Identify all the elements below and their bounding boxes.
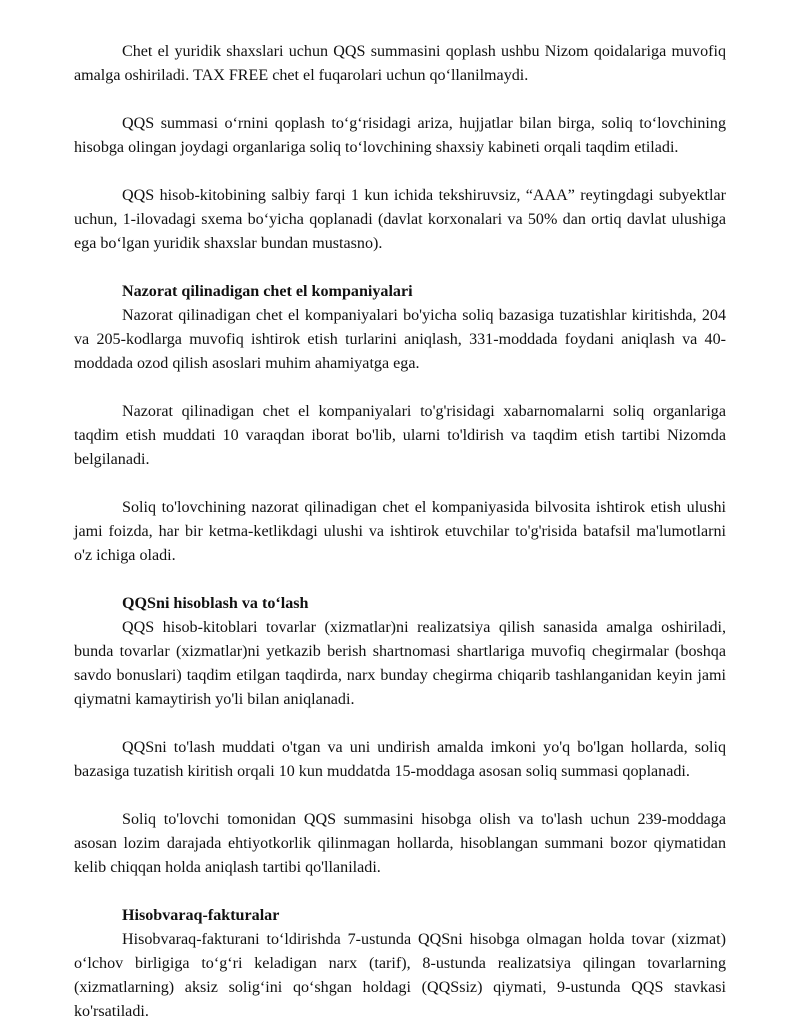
paragraph-notification-deadline: Nazorat qilinadigan chet el kompaniyalari to'g'risidagi xabarnomalarni soliq organlariga taqdim etish muddati 10 varaqdan iborat bo'lib, ularni to'ldirish va taqdim etish tartibi Nizomda belgilanadi. bbox=[74, 403, 726, 468]
paragraph-invoice-columns: Hisobvaraq-fakturani to‘ldirishda 7-ustunda QQSni hisobga olmagan holda tovar (xizmat) o‘lchov birligiga to‘g‘ri keladigan narx (tarif), 8-ustunda realizatsiya qilingan tovarlarning (xizmatlarning) aksiz solig‘ini qo‘shgan holdagi (QQSsiz) qiymati, 9-ustunda QQS stavkasi ko'rsatiladi. bbox=[74, 931, 726, 1020]
heading-vat-calculation-payment: QQSni hisoblash va to‘lash bbox=[122, 595, 309, 612]
paragraph-due-diligence: Soliq to'lovchi tomonidan QQS summasini hisobga olish va to'lash uchun 239-moddaga asosan lozim darajada ehtiyotkorlik qilinmagan hollarda, hisoblangan summani bozor qiymatidan kelib chiqqan holda aniqlash tartibi qo'llaniladi. bbox=[74, 811, 726, 876]
paragraph-refund-application: QQS summasi o‘rnini qoplash to‘g‘risidagi ariza, hujjatlar bilan birga, soliq to‘lovchining hisobga olingan joydagi organlariga soliq to‘lovchining shaxsiy kabineti orqali taqdim etiladi. bbox=[74, 115, 726, 156]
paragraph-vat-refund-foreign-entities: Chet el yuridik shaxslari uchun QQS summasini qoplash ushbu Nizom qoidalariga muvofiq amalga oshiriladi. TAX FREE chet el fuqarolari uchun qo‘llanilmaydi. bbox=[74, 43, 726, 84]
paragraph-indirect-participation: Soliq to'lovchining nazorat qilinadigan chet el kompaniyasida bilvosita ishtirok etish ulushi jami foizda, har bir ketma-ketlikdagi ulushi va ishtirok etuvchilar to'g'risida batafsil ma'lumotlarni o'z ichiga oladi. bbox=[74, 499, 726, 564]
paragraph-vat-calculation-date: QQS hisob-kitoblari tovarlar (xizmatlar)ni realizatsiya qilish sanasida amalga oshiriladi, bunda tovarlar (xizmatlar)ni yetkazib berish shartnomasi shartlariga muvofiq chegirmalar (boshqa savdo bonuslari) taqdim etilgan taqdirda, narx bunday chegirma chiqarib tashlanganidan keyin jami qiymatni kamaytirish yo'li bilan aniqlanadi. bbox=[74, 619, 726, 708]
heading-controlled-foreign-companies: Nazorat qilinadigan chet el kompaniyalari bbox=[122, 283, 413, 300]
paragraph-overdue-payment: QQSni to'lash muddati o'tgan va uni undirish amalda imkoni yo'q bo'lgan hollarda, soliq bazasiga tuzatish kiritish orqali 10 kun muddatda 15-moddaga asosan soliq summasi qoplanadi. bbox=[74, 739, 726, 780]
paragraph-tax-base-adjustments: Nazorat qilinadigan chet el kompaniyalari bo'yicha soliq bazasiga tuzatishlar kiritishda, 204 va 205-kodlarga muvofiq ishtirok etish turlarini aniqlash, 331-moddada foydani aniqlash va 40-moddada ozod qilish asoslari muhim ahamiyatga ega. bbox=[74, 307, 726, 372]
paragraph-negative-difference: QQS hisob-kitobining salbiy farqi 1 kun ichida tekshiruvsiz, “AAA” reytingdagi subyektlar uchun, 1-ilovadagi sxema bo‘yicha qoplanadi (davlat korxonalari va 50% dan ortiq davlat ulushiga ega bo‘lgan yuridik shaxslar bundan mustasno). bbox=[74, 187, 726, 252]
heading-invoices: Hisobvaraq-fakturalar bbox=[122, 907, 280, 924]
